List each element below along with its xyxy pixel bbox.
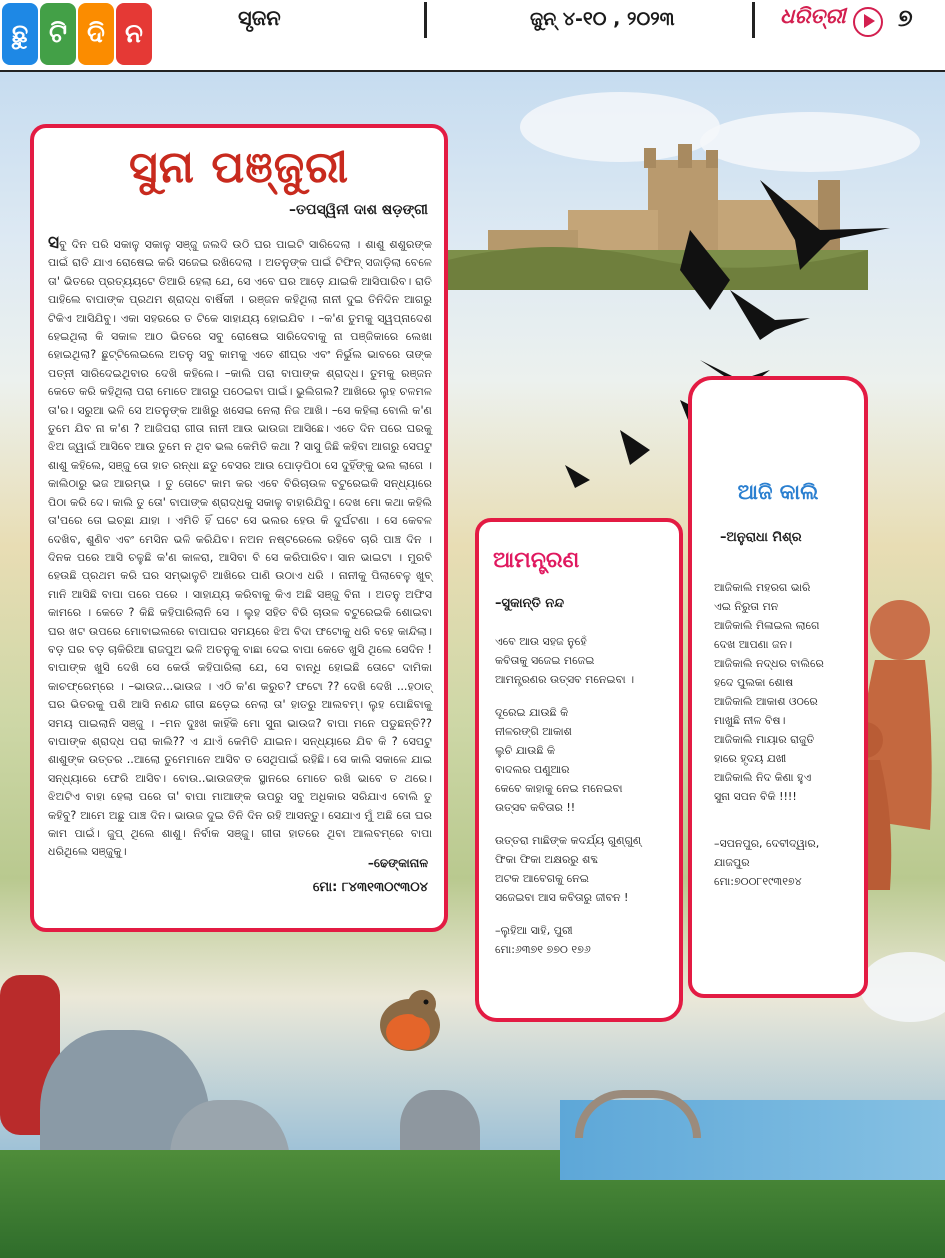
section-logo — [2, 3, 152, 65]
page-number: ୭ — [898, 4, 913, 32]
poem-line: କବିତାକୁ ସଜେଇ ମଜେଇ — [495, 654, 595, 667]
poem-line: ଅଟକ ଆବେଗକୁ ନେଇ — [495, 872, 589, 885]
poem-card-amantrana — [475, 518, 683, 1022]
poem-line: ଆଜିକାଲି ମହରଗ ଭାରି — [714, 581, 811, 594]
poem-line: ଉତ୍ତରା ମାଛିଙ୍କ କଦର୍ଯ୍ୟ ଗୁଣ୍‌ଗୁଣ୍ — [495, 834, 642, 847]
poem-author: –ସୁକାନ୍ତି ନନ୍ଦ — [495, 596, 565, 611]
poem-line: ବାଦଲର ପଣୁଆର — [495, 763, 570, 776]
section-name: ସୃଜନ — [238, 6, 281, 30]
robin-bird-illustration — [370, 980, 450, 1060]
poem-line: ଆଜିକାଲି ମାୟାର ରାଜୁତି — [714, 733, 815, 746]
story-text: ବୁ ଦିନ ପରି ସକାଳୁ ସକାଳୁ ସଞ୍ଜୁ ଜଲଦି ଉଠି ଘର ପାଇଟି ସାରିଦେଲା । ଶାଶୁ ଶଶୁରଙ୍କ ପାଇଁ ରାତି ଯାଏ ରୋଷେଇ କରି ସଜେଇ ରଖିଦେଲା । ଅତନୁଙ୍କ ପାଇଁ ଟିଫିନ୍ ସଜାଡ଼ିଲା ବେଳେ ତା' ଭିତରେ ପ୍ରତ୍ୟୟଟେ ତିଆରି ହେଲା ଯେ, ସେ ଏବେ ଘର ଆଡ଼େ ଯାଇକି ଆସିପାରିବ। ରାତି ପାହିଲେ ବାପାଙ୍କ ପ୍ରଥମ ଶ୍ରାଦ୍ଧ ବାର୍ଷିକୀ । ରଞ୍ଜନ କହିଥିଲା ନାନୀ ଦୁଇ ତିନିଦିନ ଆଗରୁ ଟିକିଏ ଆସିଯିବୁ। ଏକା ସହରରେ ତ ଟିକେ ସାହାଯ୍ୟ ହୋଇଯିବ । –କ'ଣ ତୁମକୁ ସ୍ୱପ୍ନାଦେଶ ହେଇଥିଲା କି ସକାଳ ଆଠ ଭିତରେ ସବୁ ରୋଷେଇ ସାରିଦେବାକୁ ନା ପଞ୍ଜିକାରେ ଲେଖା ହୋଇଥିଲା? ଛୁଟ୍ଟିଲେଇଲେ ଅତନୁ ସବୁ କାମକୁ ଏତେ ଶୀଘ୍ର ଏବଂ ନିର୍ଭୁଲ ଭାବରେ ତାଙ୍କ ପତ୍ନୀ ସାରିଦେଇଥିବାର ଦେଖି କହିଲେ। –କାଲି ପରା ବାପାଙ୍କ ଶ୍ରାଦ୍ଧ। ତୁମକୁ ରଞ୍ଜନ କେତେ କରି କହିଥିଲା ପରା ମୋତେ ଆଗରୁ ପଠେଇବା ପାଇଁ। ଭୁଲିଗଲ? ଆଖିରେ ଲୁହ ଚଳମଳ ତା'ର। ସରୁଆ ଭଳି ସେ ଅତନୁଙ୍କ ଆଖିରୁ ଖସେଇ ନେଲା ନିଜ ଆଖି। –ସେ କହିଲା ବୋଲି କ'ଣ ତୁମେ ଯିବ ନା କ'ଣ ? ଆଜିପରା ଗୀତା ନାନୀ ଆଉ ଭାଉଜା ଆସିଛେ। ଏତେ ଦିନ ପରେ ଘରକୁ ଝିଅ ଜ୍ୱାଇଁ ଆସିବେ ଆଉ ତୁମେ ନ ଥିବ ଭଲ କେମିତି କଥା ? ସାସୁ ଜିଛି କହିବା ଆଗରୁ ସେପଟୁ ଶାଶୁ କହିଲେ, ସଞ୍ଜୁ ତୋ ହାତ ରନ୍ଧା ଛତୁ ବେସର ଆଉ ପୋଡ଼ପିଠା ସେ ଦୁହିଁଙ୍କୁ ଭଲ ଲାଗେ । କାଲିଠାରୁ ଭଜ ଆରମ୍ଭ । ତୁ ତୋଟେ କାମ କର ଏବେ ବିରିଚାଉଳ ବଟୁରେଇକି ସନ୍ଧ୍ୟାରେ ପିଠା କରି ଦେ। କାଲି ତୁ ତୋ' ବାପାଙ୍କ ଶ୍ରାଦ୍ଧକୁ ସକାଳୁ ବାହାରିଯିବୁ। ଦେଖ ମୋ କଥା କହିଲି ତା'ପରେ ତୋ ଇଚ୍ଛା ଯାହା । ଏମିତି ହିଁ ଘଟେ ସେ ଭଲର ହେଉ କି ଦୁର୍ଘଟଣା । ସେ କେବଳ ଦେଖିବ, ଶୁଣିବ ଏବଂ ମେସିନ ଭଳି କରିଯିବ। ନଅନ ନଷ୍ଟରେଲେ ରହିବେ ଚାରି ପାଞ୍ଚ ଦିନ । ଦିନକ ପରେ ଆସି ଚଳୁଛି କ'ଣ କାଳରା, ଆସିବା ବି ସେ କରିପାରିବ। ସାନ ଭାଇଟା । ମୁରବି ହେଉଛି ପ୍ରଥମ କରି ଘର ସମ୍ଭାଳୁଚି ଆଖିରେ ପାଣି ଉଠାଏ ଧରି । ନାନୀକୁ ପିଲାବେଳୁ ଖୁବ୍ ମାନି ଆସିଛି ବାପା ପରେ ପରେ । ସାହାଯ୍ୟ କରିବାକୁ କିଏ ଅଛି ସଞ୍ଜୁ ବିନା । ଅତନୁ ଅଫିସ କାମରେ । କେତେ ? କିଛି କହିପାରିଲାନି ସେ । ଲୁହ ସହିତ ବିରି ଚାଉଳ ବଟୁରେଇକି ଶୋଇବା ଘର ଖଟ ଉପରେ ମୋବାଇଲରେ ବାପାଘର ସମୟରେ ଝିଅ ବିଦା ଫଟୋକୁ ଧରି ବହେ କାନ୍ଦିଲା। ବଡ଼ ଘର ବଡ଼ ଚାକିରିଆ ରାଜପୁଅ ଭଳି ଅତନୁକୁ ବାଛା ଦେଇ ବାପା କେତେ ଖୁସି ଥିଲେ ସେଦିନ ! ବାପାଙ୍କ ଖୁସି ଦେଖି ସେ କେଉଁ କହିପାରିଲା ଯେ, ସେ ବାନ୍ଧି ହୋଇଛି ତୋଟେ ଦାମିକା କାଚଫ୍ରେମ୍‌ରେ । –ଭାଉଜ...ଭାଉଜ । ଏଠି କ'ଣ କରୁଚ? ଫଟୋ ?? ଦେଖି ଦେଖି ...ହଠାତ୍ ଘର ଭିତରକୁ ପଶି ଆସି ନଣନ୍ଦ ଗୀତା ଛଡ଼େଇ ନେଲା ତା' ହାତରୁ ଆଲବମ୍। ଲୁହ ପୋଛିବାକୁ ସମୟ ପାଇଲାନି ସଞ୍ଜୁ । –ମନ ଦୁଃଖ କାହିଁକି ମୋ ସୁନା ଭାଉଜ? ବାପା ମନେ ପଡୁଛନ୍ତି?? ବାପାଙ୍କ ଶ୍ରାଦ୍ଧ ପରା କାଲି?? ଏ ଯାଏଁ କେମିତି ଯାଇନ। ସନ୍ଧ୍ୟାରେ ଯିବ କି ? ସେପଟୁ ଶାଶୁଙ୍କ ଉତ୍ତର ..ଆଲୋ ତୁମେମାନେ ଆସିବ ତ ସେଥିପାଇଁ ରହିଛି। ସେ କାଲି ସକାଳେ ଯାଇ ସନ୍ଧ୍ୟାରେ ଫେରି ଆସିବ। ବୋଉ..ଭାଉଜଙ୍କ ସ୍ଥାନରେ ମୋତେ ରଖି ଭାବେ ତ ଥରେ। ଝିଅଟିଏ ବାହା ହେଲା ପରେ ତା' ବାପା ମାଆଙ୍କ ଉପରୁ ସବୁ ଅଧିକାର ସରିଯାଏ ବୋଲି ତୁ କହିବୁ? ଆମେ ଅଛୁ ପାଞ୍ଚ ଦିନ। ଭାଉଜ ଦୁଇ ତିନି ଦିନ ରହି ଆସନ୍ତୁ। ସେଯାଏ ମୁଁ ଅଛି ତୋ ଘର କାମ ପାଇଁ। ଜୁପ୍ ଥିଲେ ଶାଶୁ। ନିର୍ବାକ ସଞ୍ଜୁ। ଗୀତା ହାତରେ ଥିବା ଆଲବମ୍‌ରେ ବାପା ଧରିଥିଲେ ସଞ୍ଜୁକୁ। — [48, 238, 433, 859]
poem-line: ସଜେଇବା ଆସ କବିତାରୁ ଜୀବନ ! — [495, 891, 629, 904]
poem-line: ଆଜିକାଲି ଆକାଶ ଓଠରେ — [714, 695, 818, 708]
page-header — [0, 0, 945, 72]
poem-line: ଆମନ୍ତ୍ରଣର ଉତ୍ସବ ମନେଇବା । — [495, 673, 635, 686]
cloud — [860, 952, 945, 1022]
poem-line: ଯାଜପୁର — [714, 856, 750, 869]
poem-text — [495, 632, 641, 959]
story-card — [30, 124, 448, 932]
poem-line: ଉତ୍ସବ କବିତାର !! — [495, 801, 576, 814]
poem-line: ମାଖୁଛି ନୀଳ ବିଷ। — [714, 714, 786, 727]
poem-text — [714, 578, 824, 891]
poem-line: ମୋ:୭୦୦୮୧୯୩୧୭୪ — [714, 875, 802, 888]
poem-line: –ସପନପୁର, ଦେବୀଦ୍ୱାର, — [714, 837, 820, 850]
story-author-phone: ମୋ: ୮୪୩୧୩୦୯୩୦୪ — [312, 880, 428, 895]
stanza-gap — [495, 817, 641, 831]
poem-line: ନୀଳରଙ୍ଗି ଆକାଶ — [495, 725, 572, 738]
play-icon — [853, 7, 883, 37]
poem-line: କେବେ କାହାକୁ ନେଇ ମନେଇବା — [495, 782, 623, 795]
logo-letter: ନ — [116, 3, 152, 65]
poem-line: ସୁନା ସପନ ବିକି !!!! — [714, 790, 797, 803]
poem-line: –ଲୁହିଆ ସାହି, ପୁରୀ — [495, 924, 573, 937]
story-author: –ତପସ୍ୱିନୀ ଦାଶ ଷଡ଼ଙ୍ଗୀ — [289, 202, 428, 218]
poem-line: ଫିକା ଫିକା ଅକ୍ଷରରୁ ଶବ୍ଦ — [495, 853, 599, 866]
logo-letter: ଛୁ — [2, 3, 38, 65]
poem-line: ଆଜିକାଲି ମିଳାଇଲ ଲାଗେ — [714, 619, 820, 632]
poem-card-aji-kali — [688, 376, 868, 998]
poem-line: ହାରେ ହୃଦୟ ଯଖୀ — [714, 752, 787, 765]
poem-title: ଆମନ୍ତ୍ରଣ — [493, 548, 580, 573]
poem-line: ହଦେ ପୁଲକା ଶୋଷ — [714, 676, 794, 689]
poem-line: ଦେଖ ଆପଣା ଜନ। — [714, 638, 793, 651]
poem-line: ମୋ:୬୩୭୧ ୭୭୦ ୧୭୬ — [495, 943, 591, 956]
logo-letter: ଟି — [40, 3, 76, 65]
issue-date: ଜୁନ୍ ୪-୧୦ , ୨୦୨୩ — [530, 8, 675, 30]
story-title: ସୁନା ପଞ୍ଜୁରୀ — [128, 142, 350, 193]
stanza-gap — [495, 689, 641, 703]
poem-line: ଦୂରେଇ ଯାଉଛି କି — [495, 706, 569, 719]
poem-line: ଏଇ ନିରୁତା ମନ — [714, 600, 779, 613]
poem-line: ଆଜିକାଲି ନିଦ କିଣା ହୁଏ — [714, 771, 812, 784]
story-author-place: –ଢେଙ୍କାନାଳ — [367, 856, 428, 870]
logo-letter: ଦି — [78, 3, 114, 65]
stanza-gap — [714, 806, 824, 820]
poem-author: –ଅନୁରାଧା ମିଶ୍ର — [720, 530, 802, 545]
poem-title: ଆଜି କାଲି — [737, 480, 819, 504]
newspaper-brand: ଧରିତ୍ରୀ — [780, 4, 846, 28]
stanza-gap — [714, 820, 824, 834]
stanza-gap — [495, 907, 641, 921]
story-body — [48, 234, 432, 862]
header-divider — [752, 2, 755, 38]
header-divider — [424, 2, 427, 38]
story-drop-cap: ସ — [48, 233, 60, 253]
poem-line: ଲୁଚି ଯାଉଛି କି — [495, 744, 556, 757]
poem-line: ଆଜିକାଲି ନଦ୍ଧର ବାଲିରେ — [714, 657, 824, 670]
poem-line: ଏବେ ଆଉ ସହଜ ନୁହେଁ — [495, 635, 587, 648]
